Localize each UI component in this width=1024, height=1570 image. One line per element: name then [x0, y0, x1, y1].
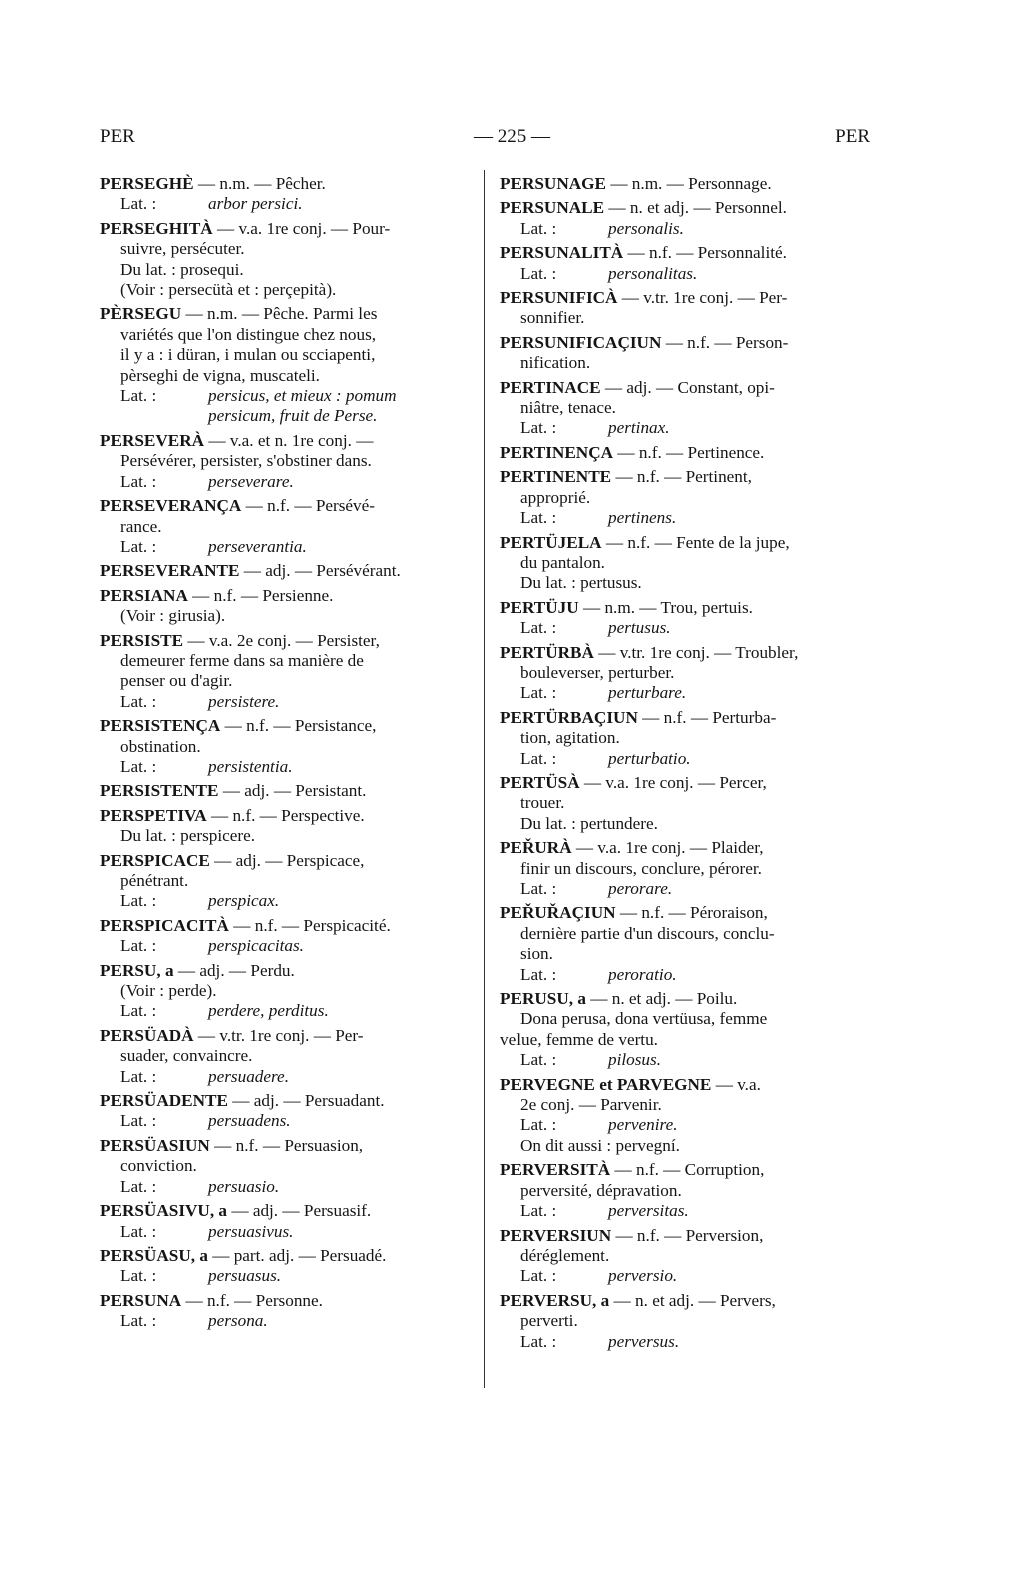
- etymology-value: perdere, perditus.: [208, 1001, 329, 1021]
- entry-continuation: suivre, persécuter.: [120, 239, 245, 259]
- entry-continuation: perversité, dépravation.: [520, 1180, 682, 1200]
- etymology-label: Lat. :: [120, 386, 157, 406]
- entry-continuation: perverti.: [520, 1311, 578, 1331]
- entry-first-line: [100, 631, 472, 651]
- headword: PERSUNAGE: [500, 174, 607, 193]
- entry-definition: — adj. — Persistant.: [218, 781, 367, 801]
- entry-definition: — v.a. 1re conj. — Plaider,: [571, 838, 764, 858]
- headword: PERSÜADÀ: [100, 1025, 194, 1045]
- etymology-label: Lat. :: [520, 263, 557, 283]
- dictionary-entry: [100, 1291, 472, 1332]
- headword: PERSUNA: [100, 1290, 182, 1310]
- dictionary-entry: [500, 773, 872, 834]
- running-head-left: PER: [100, 126, 135, 147]
- etymology-value: pilosus.: [608, 1050, 662, 1070]
- entry-definition: — n.m. — Trou, pertuis.: [578, 597, 753, 617]
- entry-continuation: pénétrant.: [120, 871, 189, 890]
- dictionary-entry: [100, 1136, 472, 1197]
- etymology-label: Lat. :: [520, 218, 557, 238]
- entry-continuation: penser ou d'agir.: [120, 671, 233, 691]
- headword: PERUSU, a: [500, 989, 586, 1009]
- etymology-line: [500, 1115, 872, 1135]
- entry-definition: — adj. — Persuadant.: [227, 1091, 385, 1111]
- etymology-label: Lat. :: [120, 1001, 157, 1021]
- entry-continuation: Du lat. : pertusus.: [520, 573, 642, 593]
- dictionary-entry: [100, 219, 472, 301]
- etymology-label: Lat. :: [120, 756, 157, 776]
- entry-definition: — v.a. 2e conj. — Persister,: [183, 630, 380, 650]
- etymology-value: perspicax.: [208, 891, 280, 911]
- entry-continuation: Du lat. : pertundere.: [520, 813, 658, 833]
- etymology-line: [500, 683, 872, 703]
- entry-first-line: [100, 561, 472, 581]
- dictionary-entry: [500, 174, 872, 194]
- headword: PERTINACE: [500, 377, 601, 397]
- entry-definition: — n. et adj. — Pervers,: [609, 1290, 776, 1310]
- headword: PERTÜSÀ: [500, 772, 580, 792]
- headword: PERSPICACITÀ: [100, 915, 229, 935]
- dictionary-entry: [500, 533, 872, 594]
- entry-first-line: [500, 643, 872, 663]
- entry-first-line: [100, 1026, 472, 1046]
- entry-definition: — v.a. 1re conj. — Percer,: [579, 772, 767, 792]
- etymology-value: perturbare.: [608, 683, 687, 703]
- headword: PEŘUŘAÇIUN: [500, 903, 616, 923]
- etymology-line: [100, 757, 472, 777]
- entry-first-line: [500, 838, 872, 858]
- etymology-value: persona.: [208, 1311, 268, 1331]
- etymology-continuation: persicum, fruit de Perse.: [208, 406, 378, 426]
- etymology-label: Lat. :: [520, 683, 557, 703]
- headword: PERTÜRBAÇIUN: [500, 707, 638, 727]
- etymology-line: [100, 891, 472, 911]
- entry-definition: — n.f. — Personnalité.: [623, 243, 787, 263]
- headword: PERSEVERANÇA: [100, 496, 242, 516]
- entry-note: On dit aussi : pervegní.: [520, 1135, 680, 1155]
- etymology-line: [100, 472, 472, 492]
- etymology-label: Lat. :: [520, 748, 557, 768]
- etymology-label: Lat. :: [120, 891, 157, 911]
- dictionary-entry: [500, 903, 872, 985]
- entry-definition: — part. adj. — Persuadé.: [207, 1245, 387, 1265]
- entry-definition: — n.f. — Persistance,: [220, 716, 377, 736]
- entry-continuation: approprié.: [520, 487, 591, 507]
- entry-definition: — n.f. — Fente de la jupe,: [601, 532, 790, 552]
- etymology-value: persistentia.: [208, 756, 293, 776]
- entry-continuation: déréglement.: [520, 1245, 610, 1265]
- entry-definition: — adj. — Perdu.: [173, 960, 295, 980]
- entry-first-line: [500, 1075, 872, 1095]
- etymology-label: Lat. :: [120, 691, 157, 711]
- headword: PERSEGHITÀ: [100, 218, 213, 238]
- etymology-value: arbor persici.: [208, 194, 303, 214]
- etymology-value: perspicacitas.: [208, 936, 304, 956]
- etymology-label: Lat. :: [120, 536, 157, 556]
- dictionary-entry: [500, 598, 872, 639]
- entry-definition: — n.f. — Persévé-: [241, 496, 375, 516]
- entry-first-line: [100, 496, 472, 516]
- entry-continuation: du pantalon.: [520, 552, 605, 572]
- headword: PERTINENTE: [500, 467, 612, 487]
- etymology-line: [500, 879, 872, 899]
- headword: PERSEGHÈ: [100, 174, 194, 193]
- headword: PERSEVERANTE: [100, 561, 240, 581]
- headword: PEŘURÀ: [500, 838, 572, 858]
- entry-first-line: [100, 1201, 472, 1221]
- etymology-label: Lat. :: [520, 1201, 557, 1221]
- headword: PERSIANA: [100, 585, 188, 605]
- entry-first-line: [500, 903, 872, 923]
- etymology-value: peroratio.: [608, 964, 677, 984]
- entry-continuation: suader, convaincre.: [120, 1046, 253, 1066]
- entry-first-line: [100, 1136, 472, 1156]
- entry-definition: — adj. — Persévérant.: [239, 561, 401, 581]
- etymology-line: [500, 264, 872, 284]
- dictionary-entry: [500, 643, 872, 704]
- entry-continuation: (Voir : girusia).: [120, 606, 226, 626]
- dictionary-entry: [100, 1091, 472, 1132]
- etymology-line: [500, 508, 872, 528]
- entry-continuation: nification.: [520, 353, 591, 373]
- entry-first-line: [100, 806, 472, 826]
- etymology-label: Lat. :: [520, 418, 557, 438]
- entry-continuation: Du lat. : perspicere.: [120, 826, 256, 846]
- entry-first-line: [100, 851, 472, 871]
- entry-first-line: [100, 304, 472, 324]
- etymology-value: perversio.: [608, 1266, 678, 1286]
- dictionary-entry: [500, 467, 872, 528]
- etymology-value: persuasio.: [208, 1176, 280, 1196]
- dictionary-entry: [500, 1291, 872, 1352]
- etymology-line: [500, 219, 872, 239]
- entry-continuation: dernière partie d'un discours, conclu-: [520, 923, 775, 943]
- entry-first-line: [500, 773, 872, 793]
- etymology-value: persuadens.: [208, 1111, 291, 1131]
- etymology-value: personalis.: [608, 218, 684, 238]
- headword: PERVEGNE et PARVEGNE: [500, 1074, 712, 1094]
- entry-continuation: tion, agitation.: [520, 728, 620, 748]
- entry-continuation: 2e conj. — Parvenir.: [520, 1095, 662, 1115]
- etymology-line: [100, 1266, 472, 1286]
- etymology-line: [100, 1222, 472, 1242]
- entry-first-line: [100, 174, 472, 194]
- etymology-label: Lat. :: [120, 1111, 157, 1131]
- entry-continuation: bouleverser, perturber.: [520, 662, 675, 682]
- etymology-line: [500, 1266, 872, 1286]
- etymology-line: [100, 194, 472, 214]
- page-number: — 225 —: [474, 126, 550, 147]
- entry-definition: — v.tr. 1re conj. — Per-: [617, 288, 788, 308]
- dictionary-entry: [100, 806, 472, 847]
- etymology-label: Lat. :: [120, 1176, 157, 1196]
- etymology-label: Lat. :: [120, 1221, 157, 1241]
- etymology-label: Lat. :: [120, 1066, 157, 1086]
- etymology-line: [100, 1177, 472, 1197]
- etymology-label: Lat. :: [120, 471, 157, 491]
- etymology-label: Lat. :: [120, 936, 157, 956]
- entry-definition: — n.f. — Persienne.: [187, 585, 334, 605]
- etymology-line: [100, 537, 472, 557]
- dictionary-entry: [100, 851, 472, 912]
- etymology-value: perseverantia.: [208, 536, 307, 556]
- entry-definition: — n.m. — Pêcher.: [193, 174, 326, 193]
- dictionary-entry: [100, 631, 472, 713]
- etymology-line: [100, 1067, 472, 1087]
- headword: PERSUNIFICAÇIUN: [500, 332, 662, 352]
- entry-first-line: [500, 467, 872, 487]
- etymology-value: perseverare.: [208, 471, 294, 491]
- entry-continuation: variétés que l'on distingue chez nous,: [120, 324, 377, 344]
- entry-definition: — n. et adj. — Personnel.: [604, 198, 787, 218]
- entry-first-line: [100, 219, 472, 239]
- entry-definition: — n.f. — Perspective.: [206, 805, 365, 825]
- etymology-label: Lat. :: [520, 1115, 557, 1135]
- entry-continuation: conviction.: [120, 1156, 197, 1176]
- dictionary-entry: [500, 333, 872, 374]
- etymology-line: [500, 749, 872, 769]
- entry-definition: — n.m. — Personnage.: [606, 174, 772, 193]
- entry-first-line: [100, 1091, 472, 1111]
- etymology-value: pertusus.: [608, 618, 671, 638]
- entry-definition: — v.tr. 1re conj. — Troubler,: [593, 642, 799, 662]
- etymology-line: [500, 1201, 872, 1221]
- entry-first-line: [500, 708, 872, 728]
- entry-first-line: [500, 378, 872, 398]
- headword: PERSUNIFICÀ: [500, 288, 618, 308]
- dictionary-entry: [500, 288, 872, 329]
- dictionary-entry: [500, 378, 872, 439]
- etymology-line: [100, 1311, 472, 1331]
- entry-continuation: demeurer ferme dans sa manière de: [120, 650, 364, 670]
- dictionary-entry: [500, 1160, 872, 1221]
- headword: PERSUNALE: [500, 198, 605, 218]
- headword: PERSEVERÀ: [100, 430, 205, 450]
- entry-continuation: Persévérer, persister, s'obstiner dans.: [120, 451, 372, 471]
- dictionary-entry: [500, 708, 872, 769]
- etymology-line: [100, 936, 472, 956]
- dictionary-entry: [500, 243, 872, 284]
- headword: PERVERSIUN: [500, 1225, 612, 1245]
- headword: PERVERSITÀ: [500, 1160, 611, 1180]
- etymology-line: [100, 1001, 472, 1021]
- dictionary-entry: [100, 1246, 472, 1287]
- etymology-value: persuadere.: [208, 1066, 289, 1086]
- headword: PERTÜJELA: [500, 532, 602, 552]
- entry-first-line: [500, 243, 872, 263]
- dictionary-entry: [500, 838, 872, 899]
- dictionary-entry: [100, 496, 472, 557]
- entry-continuation: sion.: [520, 944, 553, 964]
- etymology-label: Lat. :: [520, 1050, 557, 1070]
- entry-continuation: velue, femme de vertu.: [500, 1029, 658, 1049]
- etymology-line: [500, 418, 872, 438]
- dictionary-entry: [500, 443, 872, 463]
- etymology-value: pertinax.: [608, 418, 670, 438]
- entry-definition: — v.a. et n. 1re conj. —: [204, 430, 374, 450]
- entry-first-line: [500, 533, 872, 553]
- headword: PERVERSU, a: [500, 1290, 610, 1310]
- etymology-label: Lat. :: [520, 1331, 557, 1351]
- entry-continuation: trouer.: [520, 793, 565, 813]
- entry-first-line: [100, 431, 472, 451]
- etymology-value: perversus.: [608, 1331, 680, 1351]
- headword: PERTÜJU: [500, 597, 579, 617]
- entry-continuation: niâtre, tenace.: [520, 398, 616, 418]
- etymology-label: Lat. :: [120, 1311, 157, 1331]
- etymology-label: Lat. :: [520, 964, 557, 984]
- entry-continuation: pèrseghi de vigna, muscateli.: [120, 365, 320, 385]
- entry-continuation: il y a : i düran, i mulan ou scciapenti,: [120, 345, 376, 365]
- etymology-value: perorare.: [608, 879, 673, 898]
- etymology-line: [100, 692, 472, 712]
- entry-first-line: [500, 598, 872, 618]
- etymology-value: perturbatio.: [608, 748, 691, 768]
- etymology-label: Lat. :: [520, 508, 557, 528]
- column-divider: [484, 170, 485, 1388]
- etymology-label: Lat. :: [120, 1266, 157, 1286]
- entry-first-line: [500, 1291, 872, 1311]
- entry-definition: — v.a. 1re conj. — Pour-: [212, 218, 391, 238]
- etymology-value: persuasivus.: [208, 1221, 294, 1241]
- dictionary-entry: [500, 1075, 872, 1157]
- dictionary-entry: [100, 586, 472, 627]
- headword: PERSISTENÇA: [100, 716, 221, 736]
- etymology-label: Lat. :: [520, 618, 557, 638]
- right-column: [500, 174, 872, 1356]
- entry-definition: — n.f. — Perversion,: [611, 1225, 764, 1245]
- entry-first-line: [500, 443, 872, 463]
- headword: PERTÜRBÀ: [500, 642, 594, 662]
- entry-first-line: [100, 586, 472, 606]
- entry-definition: — n.f. — Perturba-: [637, 707, 777, 727]
- dictionary-entry: [500, 989, 872, 1071]
- etymology-line: [500, 618, 872, 638]
- entry-first-line: [500, 989, 872, 1009]
- entry-first-line: [100, 781, 472, 801]
- entry-first-line: [500, 174, 872, 194]
- dictionary-entry: [100, 961, 472, 1022]
- entry-first-line: [100, 1246, 472, 1266]
- entry-definition: — n.m. — Pêche. Parmi les: [181, 304, 378, 324]
- headword: PERSISTE: [100, 630, 184, 650]
- entry-definition: — n. et adj. — Poilu.: [585, 989, 738, 1009]
- entry-first-line: [500, 1226, 872, 1246]
- headword: PERSUNALITÀ: [500, 243, 624, 263]
- entry-continuation: finir un discours, conclure, pérorer.: [520, 858, 762, 878]
- entry-first-line: [100, 716, 472, 736]
- entry-definition: — n.f. — Personne.: [181, 1290, 323, 1310]
- dictionary-entry: [100, 1201, 472, 1242]
- entry-continuation: rance.: [120, 516, 162, 536]
- entry-definition: — n.f. — Perspicacité.: [228, 915, 391, 935]
- dictionary-entry: [100, 781, 472, 801]
- running-head-right: PER: [835, 126, 870, 147]
- etymology-line: [500, 1332, 872, 1352]
- entry-first-line: [500, 333, 872, 353]
- entry-definition: — n.f. — Corruption,: [610, 1160, 765, 1180]
- entry-continuation: Du lat. : prosequi.: [120, 259, 244, 279]
- entry-first-line: [100, 961, 472, 981]
- entry-definition: — n.f. — Person-: [661, 332, 789, 352]
- headword: PERSPICACE: [100, 850, 210, 870]
- entry-definition: — adj. — Perspicace,: [209, 850, 365, 870]
- etymology-value: pervenire.: [608, 1115, 678, 1135]
- dictionary-entry: [100, 304, 472, 426]
- etymology-value: persuasus.: [208, 1266, 282, 1286]
- entry-continuation: sonnifier.: [520, 308, 585, 328]
- dictionary-entry: [100, 1026, 472, 1087]
- headword: PERSÜASIUN: [100, 1135, 210, 1155]
- entry-first-line: [100, 916, 472, 936]
- entry-definition: — v.a.: [711, 1074, 761, 1094]
- etymology-label: Lat. :: [120, 194, 157, 214]
- left-column: [100, 174, 472, 1336]
- entry-first-line: [500, 1160, 872, 1180]
- entry-definition: — n.f. — Péroraison,: [615, 903, 768, 923]
- dictionary-entry: [100, 716, 472, 777]
- etymology-value: persicus, et mieux : pomum: [208, 386, 397, 406]
- entry-first-line: [100, 1291, 472, 1311]
- entry-definition: — v.tr. 1re conj. — Per-: [193, 1025, 364, 1045]
- etymology-line: [500, 1050, 872, 1070]
- etymology-value: persistere.: [208, 691, 280, 711]
- headword: PÈRSEGU: [100, 304, 182, 324]
- etymology-line: [100, 1111, 472, 1131]
- dictionary-entry: [100, 174, 472, 215]
- headword: PERSISTENTE: [100, 781, 219, 801]
- dictionary-entry: [500, 1226, 872, 1287]
- entry-first-line: [500, 198, 872, 218]
- headword: PERSÜASIVU, a: [100, 1201, 228, 1221]
- entry-definition: — n.f. — Pertinence.: [613, 442, 765, 462]
- etymology-label: Lat. :: [520, 1266, 557, 1286]
- headword: PERTINENÇA: [500, 442, 614, 462]
- dictionary-entry: [100, 431, 472, 492]
- dictionary-entry: [500, 198, 872, 239]
- headword: PERSÜASU, a: [100, 1245, 208, 1265]
- etymology-label: Lat. :: [520, 879, 557, 898]
- dictionary-entry: [100, 561, 472, 581]
- dictionary-entry: [100, 916, 472, 957]
- headword: PERSU, a: [100, 960, 174, 980]
- entry-continuation: Dona perusa, dona vertüusa, femme: [520, 1009, 768, 1029]
- entry-definition: — n.f. — Pertinent,: [611, 467, 752, 487]
- entry-definition: — adj. — Constant, opi-: [600, 377, 775, 397]
- etymology-value: personalitas.: [608, 263, 698, 283]
- headword: PERSPETIVA: [100, 805, 207, 825]
- etymology-line: [500, 965, 872, 985]
- etymology-line: [100, 386, 472, 406]
- etymology-value: pertinens.: [608, 508, 677, 528]
- entry-definition: — adj. — Persuasif.: [227, 1201, 372, 1221]
- entry-definition: — n.f. — Persuasion,: [209, 1135, 364, 1155]
- entry-continuation: (Voir : perde).: [120, 981, 217, 1001]
- etymology-value: perversitas.: [608, 1201, 689, 1221]
- entry-continuation: obstination.: [120, 736, 201, 756]
- entry-first-line: [500, 288, 872, 308]
- headword: PERSÜADENTE: [100, 1091, 228, 1111]
- entry-continuation: (Voir : persecütà et : perçepità).: [120, 280, 337, 300]
